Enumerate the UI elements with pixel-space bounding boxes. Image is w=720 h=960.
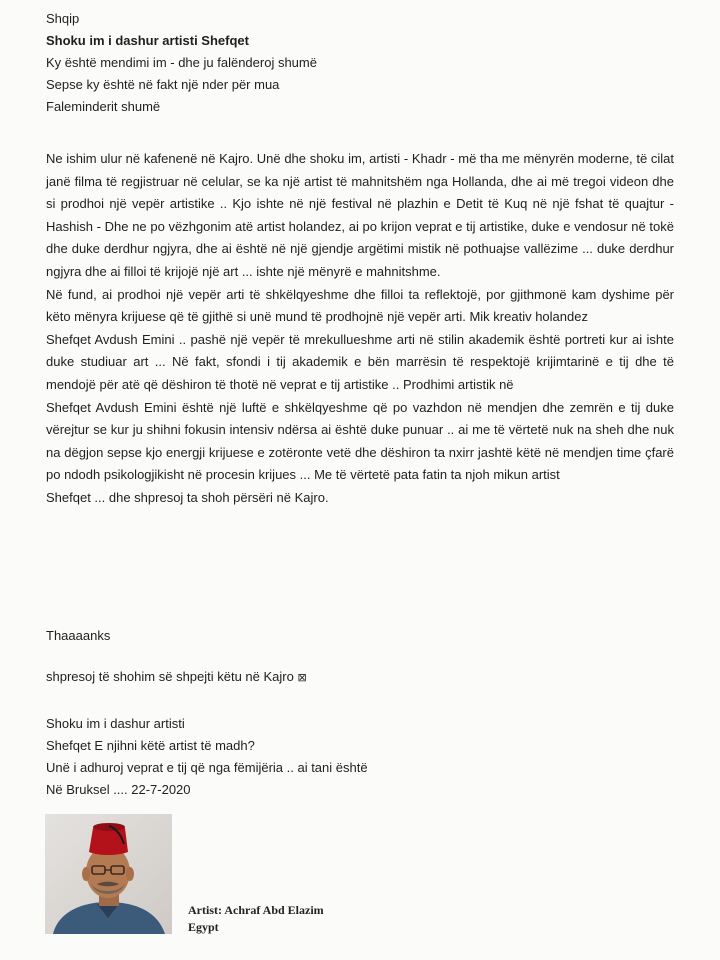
intro-block [46,8,686,118]
paragraph-academic-portrait: Shefqet Avdush Emini .. pashë një vepër të mrekullueshme arti në stilin akademik është portreti kur ai ishte duke studiuar art ... Në fakt, sfondi i tij akademik e bën marrësin të respektojë krijimtarinë e tij dhe të mendojë për atë që dëshiron të thotë në veprat e tij artistike .. Prodhimi artistik në [46,331,674,392]
hope-line [46,666,307,689]
intro-line-2: Sepse ky është në fakt një nder për mua [46,77,280,92]
signature-line-2: Shefqet E njihni këtë artist të madh? [46,738,255,753]
thanks-line: Thaaaanks [46,628,111,643]
signature-date: Në Bruksel .... 22-7-2020 [46,782,191,797]
letter-body [46,148,674,510]
photo-caption [188,902,324,936]
language-label: Shqip [46,11,80,26]
paragraph-creative-struggle: Shefqet Avdush Emini është një luftë e shkëlqyeshme që po vazhdon në mendjen dhe zemrën e tij duke vërejtur se kur ju shihni fokusin intensiv ndërsa ai është duke punuar .. ai me të vërtetë nuk na sheh dhe nuk na dëgjon sepse kjo energji krijuese e zotëronte vetë dhe dëshiron ta nxirr jashtë këtë në mendjen time çfarë po ndodh psikologjikisht në procesin krijues ... Me të vërtetë pata fatin ta njoh mikun artist [46,399,674,483]
box-glyph-icon: ⊠ [297,672,307,684]
intro-line-1: Ky është mendimi im - dhe ju falënderoj shumë [46,55,317,70]
paragraph-end-result: Në fund, ai prodhoi një vepër arti të shkëlqyeshme dhe filloi ta reflektojë, por gjithmonë kam dyshime për këto mënyra krijuese që të gjithë si unë mund të prodhojnë një vepër arti. Mik kreativ holandez [46,286,674,325]
artist-country: Egypt [188,920,219,934]
hope-text: shpresoj të shohim së shpejti këtu në Kajro [46,669,294,684]
signature-line-3: Unë i adhuroj veprat e tij që nga fëmijëria .. ai tani është [46,760,368,775]
artist-photo [45,814,172,934]
intro-line-3: Faleminderit shumë [46,99,161,114]
signature-line-1: Shoku im i dashur artisti [46,716,185,731]
artist-portrait-icon [45,814,172,934]
paragraph-hope-cairo: Shefqet ... dhe shpresoj ta shoh përsëri në Kajro. [46,489,329,505]
letter-title: Shoku im i dashur artisti Shefqet [46,33,249,48]
artist-name: Artist: Achraf Abd Elazim [188,903,324,917]
paragraph-cafe-story: Ne ishim ulur në kafenenë në Kajro. Unë dhe shoku im, artisti - Khadr - më tha me mënyrën moderne, të cilat janë filma të regjistruar në celular, se ka një artist të mahnitshëm nga Hollanda, dhe ai më tregoi videon dhe si prodhoi një vepër artistike .. Kjo ishte në një festival në plazhin e Detit të Kuq në një fshat të quajtur - Hashish - Dhe ne po vëzhgonim atë artist holandez, ai po krijon veprat e tij artistike, duke e vendosur në tokë dhe duke derdhur ngjyra, dhe ai është në një gjendje argëtimi mistik në pothuajse vallëzime ... duke derdhur ngjyra dhe ai filloi të krijojë një art ... ishte një mënyrë e mahnitshme. [46,151,674,279]
